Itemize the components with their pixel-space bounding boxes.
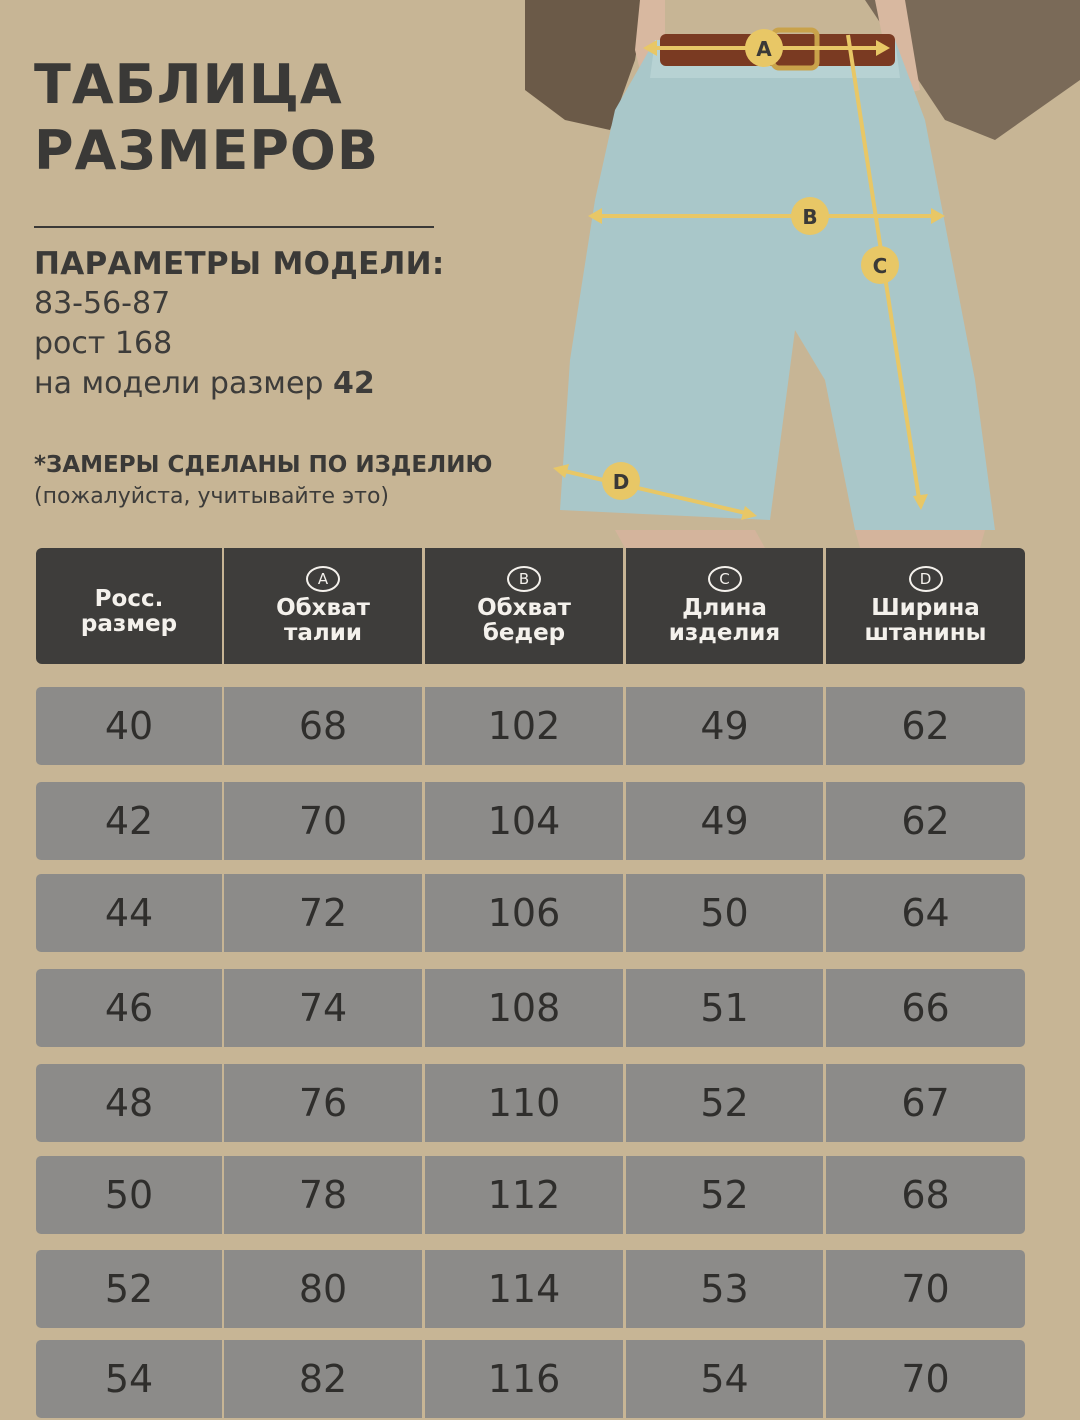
marker-b [791,197,829,235]
header-label-line-1: Росс. [94,586,164,612]
marker-d [602,462,640,500]
table-cell: 68 [224,687,422,765]
divider [34,226,434,228]
table-cell: 66 [826,969,1025,1047]
header-label-line-2: талии [284,620,362,646]
table-cell: 102 [425,687,623,765]
table-cell: 116 [425,1340,623,1418]
table-cell: 46 [36,969,222,1047]
title-line-2: РАЗМЕРОВ [34,119,379,182]
header-label-line-1: Ширина [871,595,980,621]
svg-text:C: C [872,254,888,278]
table-cell: 68 [826,1156,1025,1234]
model-size-value: 42 [332,366,375,401]
table-cell: 74 [224,969,422,1047]
table-cell: 72 [224,874,422,952]
table-cell: 52 [626,1156,823,1234]
title-line-1: ТАБЛИЦА [34,53,343,116]
table-cell: 52 [626,1064,823,1142]
shorts-photo [525,0,1080,548]
model-measurements: 83-56-87 [34,286,171,321]
table-cell: 40 [36,687,222,765]
table-cell: 64 [826,874,1025,952]
table-cell: 50 [626,874,823,952]
header-label-line-1: Длина [682,595,767,621]
table-cell: 108 [425,969,623,1047]
table-cell: 112 [425,1156,623,1234]
table-cell: 62 [826,687,1025,765]
svg-text:B: B [802,205,818,229]
table-cell: 114 [425,1250,623,1328]
table-cell: 53 [626,1250,823,1328]
table-cell: 67 [826,1064,1025,1142]
table-cell: 70 [224,782,422,860]
header-label-line-1: Обхват [276,595,370,621]
table-cell: 49 [626,687,823,765]
table-cell: 70 [826,1340,1025,1418]
table-cell: 52 [36,1250,222,1328]
table-cell: 42 [36,782,222,860]
note-subtitle: (пожалуйста, учитывайте это) [34,484,390,509]
header-cell-2 [425,548,623,664]
table-cell: 110 [425,1064,623,1142]
table-cell: 48 [36,1064,222,1142]
table-cell: 76 [224,1064,422,1142]
header-label-line-2: размер [80,611,178,637]
header-letter-badge: B [507,566,541,592]
table-cell: 104 [425,782,623,860]
header-label-line-1: Обхват [477,595,571,621]
model-height: рост 168 [34,326,173,361]
table-cell: 49 [626,782,823,860]
table-cell: 78 [224,1156,422,1234]
table-cell: 54 [36,1340,222,1418]
note-title: *ЗАМЕРЫ СДЕЛАНЫ ПО ИЗДЕЛИЮ [34,452,493,478]
table-cell: 80 [224,1250,422,1328]
header-label-line-2: бедер [482,620,566,646]
table-cell: 54 [626,1340,823,1418]
svg-text:A: A [756,37,772,61]
table-cell: 82 [224,1340,422,1418]
model-size [34,366,375,401]
page-title [34,52,379,184]
marker-c [861,246,899,284]
header-letter-badge: C [708,566,742,592]
table-cell: 50 [36,1156,222,1234]
header-cell-4 [826,548,1025,664]
header-letter-badge: A [306,566,340,592]
table-cell: 62 [826,782,1025,860]
marker-a [745,29,783,67]
table-cell: 51 [626,969,823,1047]
table-cell: 44 [36,874,222,952]
model-params-heading: ПАРАМЕТРЫ МОДЕЛИ: [34,246,445,282]
header-label-line-2: изделия [668,620,781,646]
table-cell: 106 [425,874,623,952]
header-cell-3 [626,548,823,664]
header-cell-0 [36,548,222,664]
svg-text:D: D [612,470,630,494]
table-cell: 70 [826,1250,1025,1328]
header-letter-badge: D [909,566,943,592]
header-label-line-2: штанины [864,620,987,646]
model-size-prefix: на модели размер [34,366,333,401]
header-cell-1 [224,548,422,664]
